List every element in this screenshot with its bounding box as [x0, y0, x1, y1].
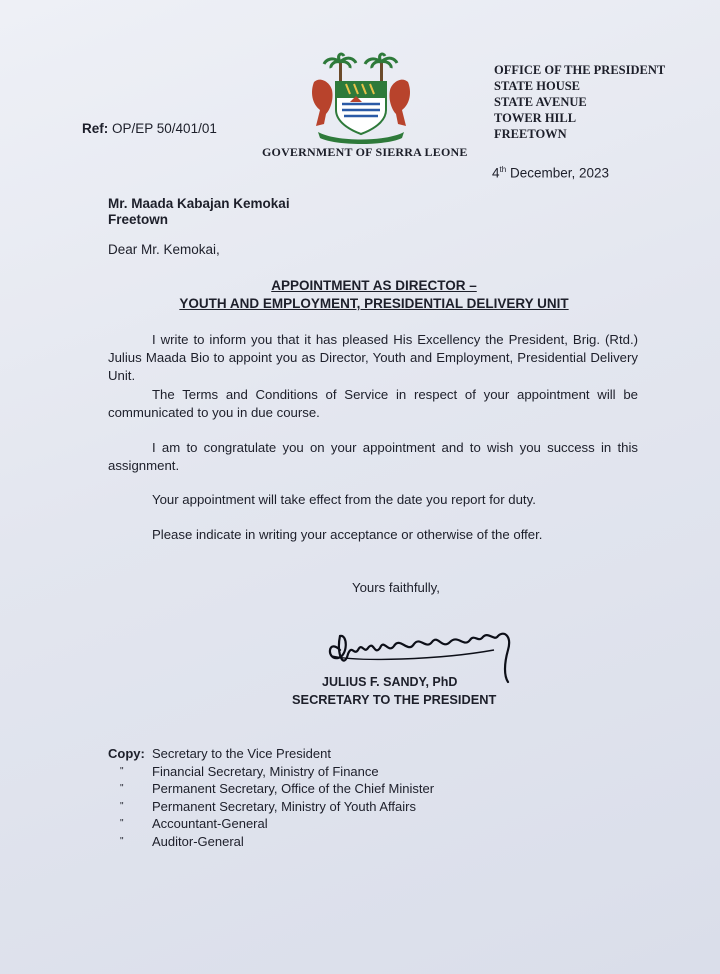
ditto-mark: " [120, 800, 124, 812]
ditto-mark: " [120, 783, 124, 794]
ref-label: Ref: [82, 121, 109, 136]
copy-label: Copy: [108, 746, 145, 761]
copy-recipient: Permanent Secretary, Ministry of Youth Affairs [152, 798, 416, 814]
office-line: OFFICE OF THE PRESIDENT [494, 63, 666, 77]
ref-value: OP/EP 50/401/01 [112, 121, 217, 136]
government-name: GOVERNMENT OF SIERRA LEONE [262, 145, 468, 159]
recipient-city: Freetown [108, 212, 169, 227]
signatory-name: JULIUS F. SANDY, PhD [322, 675, 458, 689]
coat-of-arms-icon [306, 52, 416, 144]
letter-date: 4th December, 2023 [492, 165, 609, 181]
salutation: Dear Mr. Kemokai, [108, 242, 220, 257]
office-line: FREETOWN [494, 127, 567, 141]
copy-recipient: Auditor-General [152, 833, 244, 849]
recipient-address [108, 196, 290, 228]
copy-row [108, 763, 434, 781]
subject-line-2: YOUTH AND EMPLOYMENT, PRESIDENTIAL DELIVERY UNIT [179, 296, 569, 311]
ditto-mark: " [120, 818, 124, 829]
copy-recipient: Permanent Secretary, Office of the Chief Minister [152, 781, 435, 796]
copy-row [108, 833, 434, 851]
copy-recipient: Secretary to the Vice President [152, 746, 331, 761]
office-line: STATE AVENUE [494, 95, 587, 109]
office-address [494, 62, 665, 142]
signatory-title: SECRETARY TO THE PRESIDENT [292, 692, 497, 707]
copy-row [108, 745, 434, 763]
copy-row [108, 815, 434, 833]
copy-recipient: Accountant-General [152, 816, 268, 831]
copy-list [108, 745, 434, 850]
subject-line-1: APPOINTMENT AS DIRECTOR – [271, 278, 477, 293]
subject-heading [108, 277, 640, 313]
recipient-name: Mr. Maada Kabajan Kemokai [108, 196, 290, 211]
copy-row [108, 798, 434, 816]
body-paragraph: Your appointment will take effect from the date you report for duty. [152, 492, 536, 507]
office-line: TOWER HILL [494, 111, 577, 125]
closing: Yours faithfully, [352, 580, 440, 595]
ditto-mark: " [120, 765, 124, 777]
office-line: STATE HOUSE [494, 79, 581, 93]
body-paragraph: I am to congratulate you on your appointment and to wish you success in this assignment. [108, 440, 638, 473]
body-paragraph: I write to inform you that it has pleased His Excellency the President, Brig. (Rtd.) Julius Maada Bio to appoint you as Director, Youth and Employment, Presidential Delivery Unit. [108, 332, 638, 383]
body-paragraph: Please indicate in writing your acceptance or otherwise of the offer. [152, 527, 543, 542]
ditto-mark: " [120, 835, 124, 847]
copy-row [108, 780, 434, 798]
body-paragraph: The Terms and Conditions of Service in respect of your appointment will be communicated to you in due course. [108, 387, 638, 420]
copy-recipient: Financial Secretary, Ministry of Finance [152, 763, 379, 779]
reference [82, 121, 217, 136]
